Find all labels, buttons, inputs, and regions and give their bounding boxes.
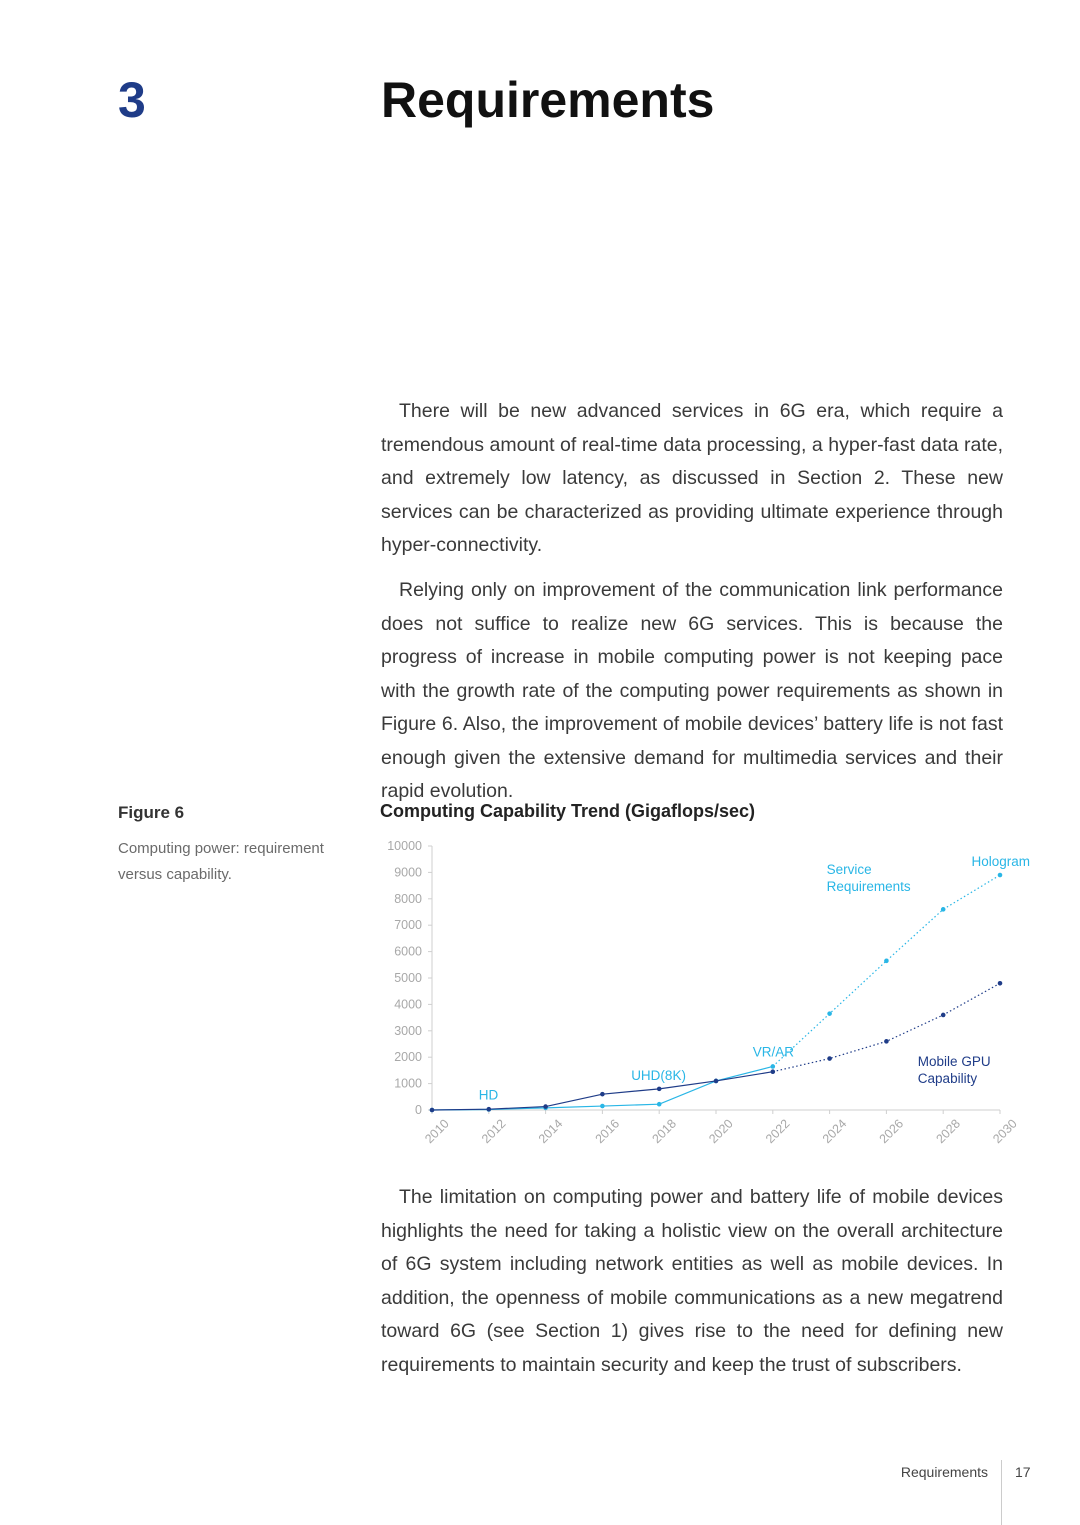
annotation-label: HD xyxy=(478,1087,499,1103)
footer-page-number: 17 xyxy=(1015,1464,1031,1480)
annotation-label: UHD(8K) xyxy=(631,1068,686,1084)
footer-divider xyxy=(1001,1460,1002,1525)
data-point-requirements xyxy=(998,873,1003,878)
series-label: Mobile GPU xyxy=(917,1054,991,1070)
footer-section-name: Requirements xyxy=(900,1464,988,1480)
y-tick-label: 3000 xyxy=(394,1023,422,1038)
x-tick-label: 2018 xyxy=(649,1116,679,1147)
data-point-requirements xyxy=(600,1104,605,1109)
figure-caption: Computing power: requirement versus capability. xyxy=(118,840,324,883)
data-point-capability xyxy=(941,1013,946,1018)
y-tick-label: 6000 xyxy=(394,944,422,959)
y-tick-label: 2000 xyxy=(394,1050,422,1065)
data-point-capability xyxy=(487,1107,492,1112)
series-label: Capability xyxy=(917,1071,978,1087)
x-tick-label: 2026 xyxy=(876,1116,907,1147)
x-tick-label: 2030 xyxy=(990,1116,1020,1147)
series-line-requirements-projected xyxy=(773,875,1000,1066)
body-paragraph-2: Relying only on improvement of the communication link performance does not suffice to realize new 6G services. This is because the progress of increase in mobile computing power is not keeping pace with the growth rate of the computing power requirements as shown in Figure 6. Also, the improvement of mobile devices’ battery life is not fast enough given the extensive demand for multimedia services and their rapid evolution. xyxy=(381,579,1003,802)
body-paragraph-1: There will be new advanced services in 6G era, which require a tremendous amount of real-time data processing, a hyper-fast data rate, and extremely low latency, as discussed in Section 2. These new services can be characterized as providing ultimate experience through hyper-connectivity. xyxy=(381,400,1003,556)
series-label: Service xyxy=(826,862,872,878)
y-tick-label: 7000 xyxy=(394,918,422,933)
chart-title: Computing Capability Trend (Gigaflops/sec) xyxy=(380,801,756,821)
annotation-label: VR/AR xyxy=(752,1044,795,1060)
series-label: Requirements xyxy=(826,879,911,895)
x-tick-label: 2022 xyxy=(763,1116,793,1147)
data-point-capability xyxy=(430,1108,435,1113)
y-tick-label: 4000 xyxy=(394,997,422,1012)
data-point-requirements xyxy=(827,1011,832,1016)
y-tick-label: 9000 xyxy=(394,865,422,880)
computing-trend-chart xyxy=(370,832,1030,1162)
x-tick-label: 2028 xyxy=(933,1116,963,1147)
y-tick-label: 10000 xyxy=(387,839,422,853)
y-tick-label: 5000 xyxy=(394,971,422,985)
data-point-capability xyxy=(600,1092,605,1097)
x-tick-label: 2012 xyxy=(479,1116,509,1147)
data-point-capability xyxy=(998,981,1003,986)
data-point-capability xyxy=(827,1056,832,1061)
annotation-label: Hologram xyxy=(971,854,1030,870)
data-point-requirements xyxy=(657,1102,662,1107)
x-tick-label: 2014 xyxy=(535,1116,566,1147)
x-tick-label: 2010 xyxy=(422,1116,452,1147)
data-point-capability xyxy=(771,1069,776,1074)
data-point-capability xyxy=(543,1104,548,1109)
x-tick-label: 2024 xyxy=(819,1116,850,1147)
data-point-capability xyxy=(884,1039,889,1044)
data-point-capability xyxy=(714,1079,719,1084)
y-tick-label: 0 xyxy=(415,1103,422,1117)
section-title: Requirements xyxy=(381,72,715,128)
x-tick-label: 2020 xyxy=(706,1116,736,1147)
body-paragraph-3: The limitation on computing power and battery life of mobile devices highlights the need for taking a holistic view on the overall architecture of 6G system including network entities as well as mobile devices. In addition, the openness of mobile communications as a new megatrend toward 6G (see Section 1) gives rise to the need for defining new requirements to maintain security and keep the trust of subscribers. xyxy=(381,1186,1003,1376)
figure-label: Figure 6 xyxy=(118,803,185,822)
y-tick-label: 8000 xyxy=(394,891,422,906)
data-point-requirements xyxy=(771,1064,776,1069)
data-point-requirements xyxy=(941,907,946,912)
y-tick-label: 1000 xyxy=(394,1076,422,1091)
data-point-requirements xyxy=(884,959,889,964)
data-point-capability xyxy=(657,1087,662,1092)
x-tick-label: 2016 xyxy=(592,1116,623,1147)
section-number: 3 xyxy=(118,72,146,128)
